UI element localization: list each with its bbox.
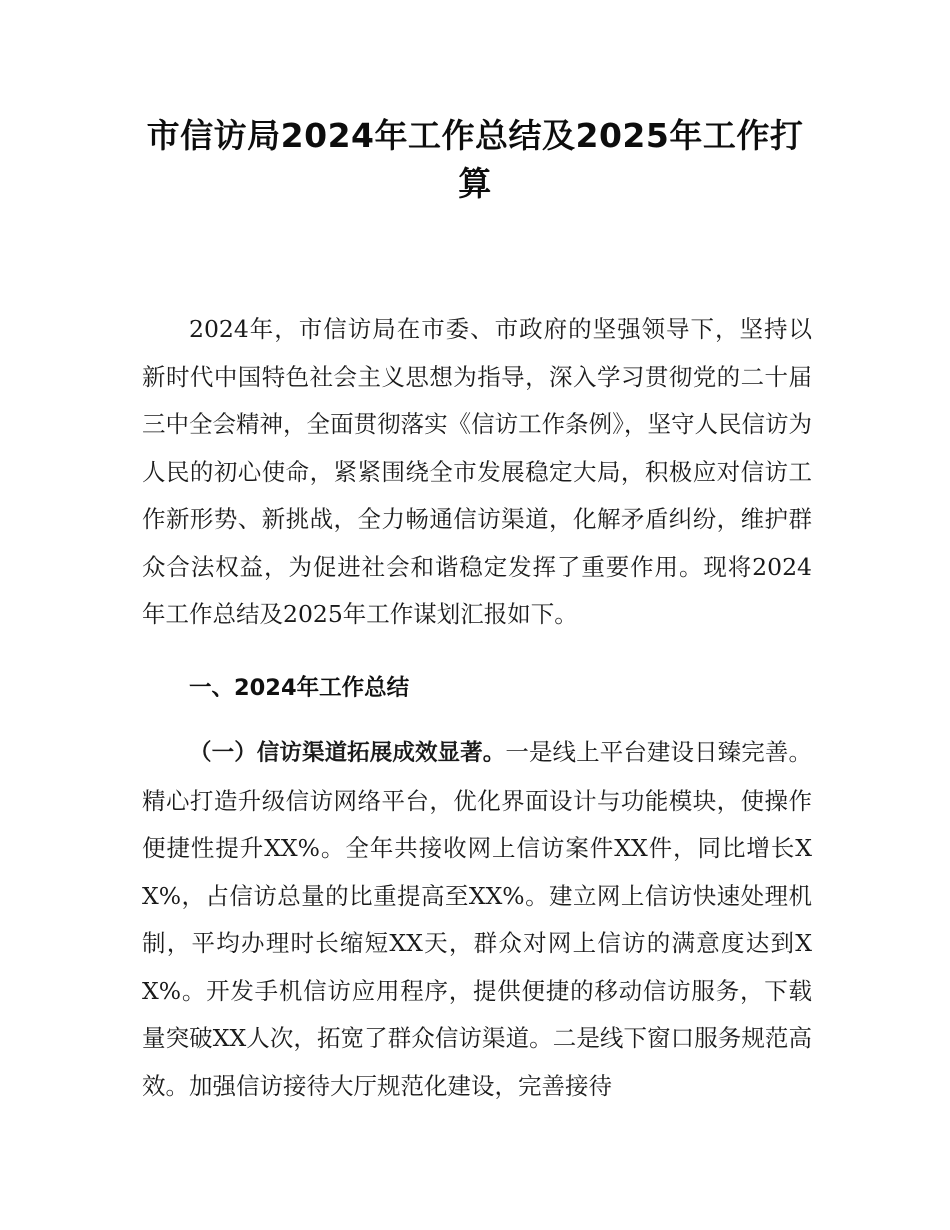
subsection-body-channels: 一是线上平台建设日臻完善。精心打造升级信访网络平台，优化界面设计与功能模块，使操作便捷性提升XX%。全年共接收网上信访案件XX件，同比增长XX%，占信访总量的比重提高至XX%。建立网上信访快速处理机制，平均办理时长缩短XX天，群众对网上信访的满意度达到XX%。开发手机信访应用程序，提供便捷的移动信访服务，下载量突破XX人次，拓宽了群众信访渠道。二是线下窗口服务规范高效。加强信访接待大厅规范化建设，完善接待 xyxy=(142,738,812,1100)
document-title: 市信访局2024年工作总结及2025年工作打算 xyxy=(146,116,804,203)
section-heading-work-summary: 一、2024年工作总结 xyxy=(189,675,410,701)
subsection-paragraph-channels xyxy=(142,729,812,1110)
subsection-heading-channels: （一）信访渠道拓展成效显著。 xyxy=(189,740,506,766)
intro-paragraph: 2024年，市信访局在市委、市政府的坚强领导下，坚持以新时代中国特色社会主义思想为指导，深入学习贯彻党的二十届三中全会精神，全面贯彻落实《信访工作条例》，坚守人民信访为人民的初心使命，紧紧围绕全市发展稳定大局，积极应对信访工作新形势、新挑战，全力畅通信访渠道，化解矛盾纠纷，维护群众合法权益，为促进社会和谐稳定发挥了重要作用。现将2024年工作总结及2025年工作谋划汇报如下。 xyxy=(142,315,812,628)
